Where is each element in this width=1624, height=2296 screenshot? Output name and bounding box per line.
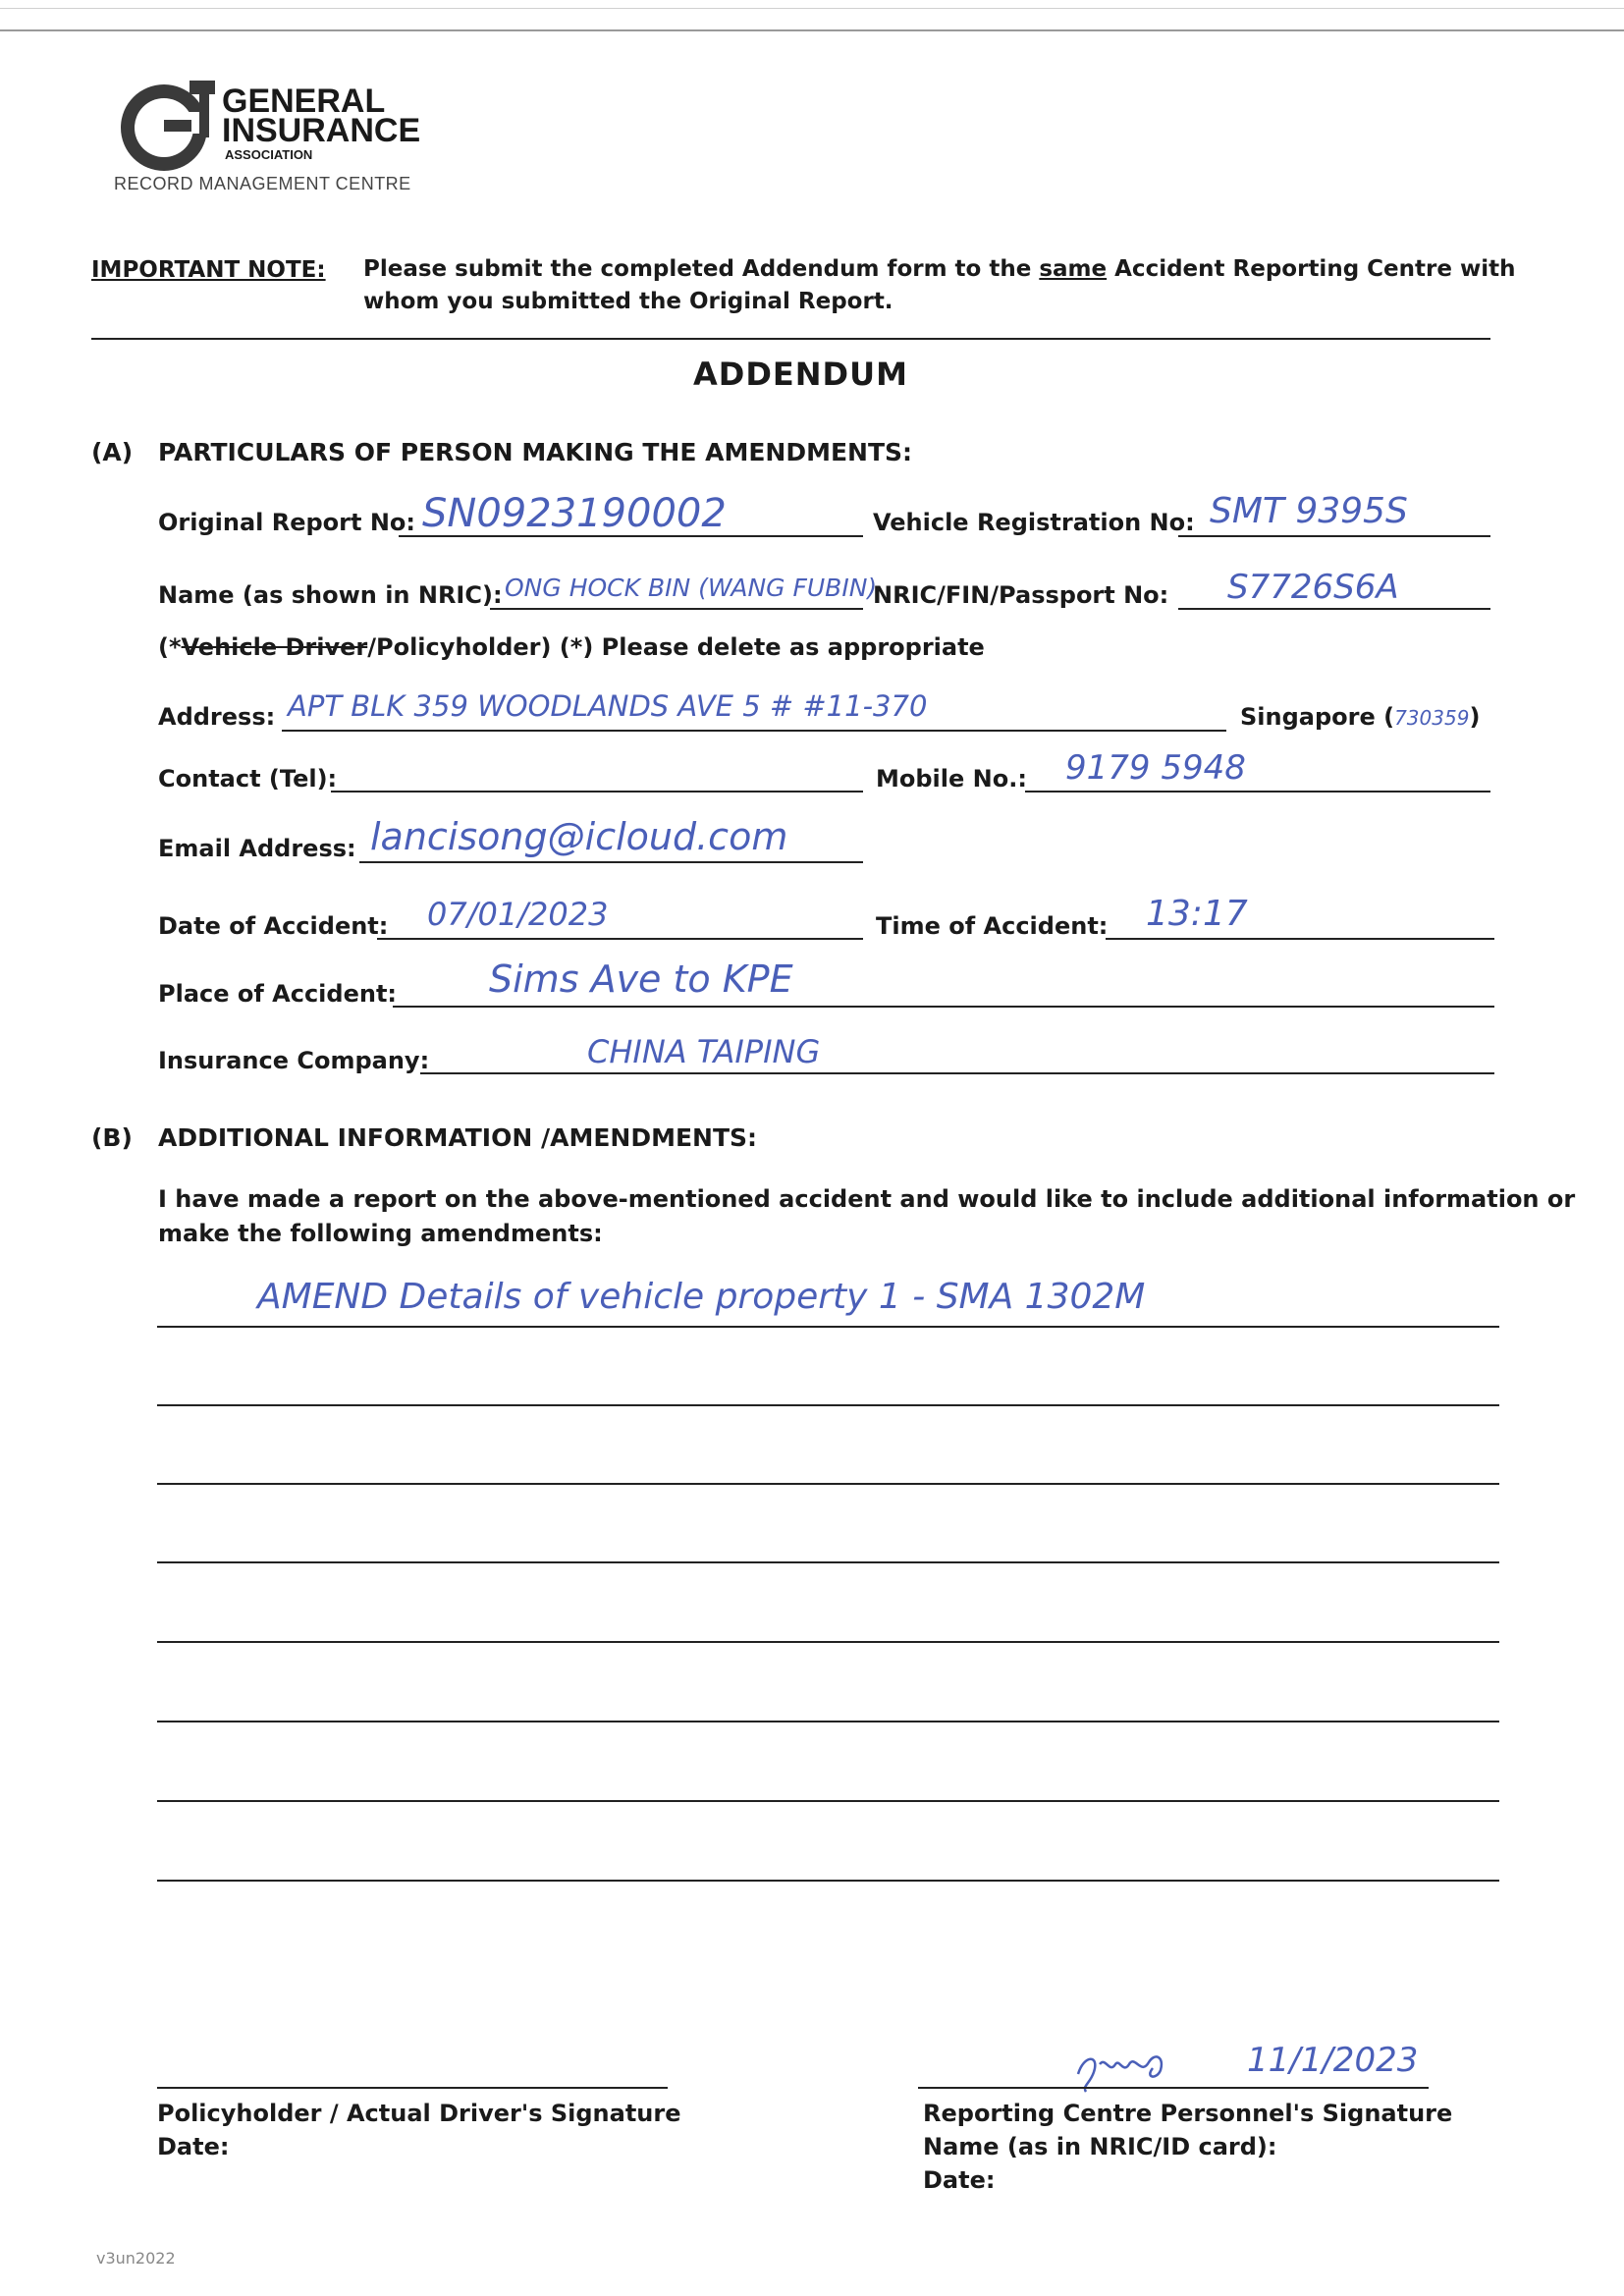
time-line[interactable] bbox=[1106, 938, 1494, 940]
mobile-value: 9179 5948 bbox=[1065, 748, 1246, 788]
role-struck: Vehicle Driver bbox=[181, 633, 368, 661]
date-line[interactable] bbox=[377, 938, 863, 940]
original-report-value: SN0923190002 bbox=[422, 491, 727, 536]
insurer-line[interactable] bbox=[420, 1072, 1494, 1074]
personnel-date-label: Date: bbox=[923, 2166, 996, 2194]
amendment-line-6[interactable] bbox=[157, 1721, 1499, 1722]
section-b-intro-line1: I have made a report on the above-mentioned accident and would like to include additional information or bbox=[158, 1185, 1576, 1213]
nric-label: NRIC/FIN/Passport No: bbox=[873, 581, 1169, 609]
vehicle-reg-label: Vehicle Registration No: bbox=[873, 509, 1195, 536]
original-report-label: Original Report No: bbox=[158, 509, 415, 536]
singapore-field bbox=[1240, 703, 1480, 731]
name-line[interactable] bbox=[490, 608, 863, 610]
singapore-label: Singapore ( bbox=[1240, 703, 1395, 731]
important-note-text-pre: Please submit the completed Addendum form to the bbox=[363, 256, 1040, 282]
address-label: Address: bbox=[158, 703, 276, 731]
logo-subtitle: RECORD MANAGEMENT CENTRE bbox=[114, 174, 411, 193]
section-b-marker: (B) bbox=[91, 1123, 133, 1152]
place-label: Place of Accident: bbox=[158, 980, 398, 1008]
mobile-label: Mobile No.: bbox=[876, 765, 1027, 793]
role-prefix: (* bbox=[158, 633, 182, 661]
personnel-signature-icon bbox=[1070, 2035, 1178, 2094]
section-b-heading: ADDITIONAL INFORMATION /AMENDMENTS: bbox=[158, 1123, 758, 1152]
amendment-value-1: AMEND Details of vehicle property 1 - SMA 1302M bbox=[257, 1277, 1146, 1317]
important-note-text-post: Accident Reporting Centre with bbox=[1107, 256, 1516, 282]
email-line[interactable] bbox=[359, 861, 863, 863]
amendment-line-5[interactable] bbox=[157, 1641, 1499, 1643]
important-note-text-same: same bbox=[1039, 256, 1108, 282]
time-label: Time of Accident: bbox=[876, 912, 1109, 940]
singapore-value: 730359 bbox=[1394, 706, 1470, 730]
nric-value: S7726S6A bbox=[1227, 568, 1399, 607]
address-line[interactable] bbox=[282, 730, 1226, 732]
place-line[interactable] bbox=[393, 1006, 1494, 1008]
name-value: ONG HOCK BIN (WANG FUBIN) bbox=[505, 574, 878, 602]
logo-text-general: GENERAL bbox=[222, 82, 386, 120]
date-label: Date of Accident: bbox=[158, 912, 389, 940]
date-value: 07/01/2023 bbox=[427, 896, 609, 933]
policyholder-signature-label: Policyholder / Actual Driver's Signature bbox=[157, 2100, 681, 2127]
email-label: Email Address: bbox=[158, 835, 356, 862]
logo-text-insurance: INSURANCE bbox=[222, 112, 421, 149]
role-suffix: /Policyholder) (*) Please delete as appropriate bbox=[367, 633, 985, 661]
gia-logo-mark-icon bbox=[113, 71, 221, 179]
important-note-text bbox=[363, 256, 1515, 282]
amendment-line-4[interactable] bbox=[157, 1561, 1499, 1563]
policyholder-signature-line[interactable] bbox=[157, 2087, 668, 2089]
insurer-value: CHINA TAIPING bbox=[587, 1033, 821, 1070]
personnel-handwritten-date: 11/1/2023 bbox=[1247, 2041, 1419, 2080]
personnel-name-label: Name (as in NRIC/ID card): bbox=[923, 2133, 1277, 2160]
section-b-intro-line2: make the following amendments: bbox=[158, 1220, 603, 1247]
vehicle-reg-value: SMT 9395S bbox=[1210, 491, 1408, 531]
place-value: Sims Ave to KPE bbox=[489, 957, 793, 1001]
section-a-marker: (A) bbox=[91, 438, 134, 466]
email-value: lancisong@icloud.com bbox=[370, 815, 788, 858]
important-note-label: IMPORTANT NOTE: bbox=[91, 257, 326, 283]
logo-text-association: ASSOCIATION bbox=[225, 147, 313, 162]
policyholder-date-label: Date: bbox=[157, 2133, 230, 2160]
amendment-line-7[interactable] bbox=[157, 1800, 1499, 1802]
scan-edge-line bbox=[0, 8, 1624, 9]
amendment-line-3[interactable] bbox=[157, 1483, 1499, 1485]
divider bbox=[91, 338, 1490, 340]
mobile-line[interactable] bbox=[1025, 791, 1490, 793]
amendment-line-2[interactable] bbox=[157, 1404, 1499, 1406]
amendment-line-1[interactable] bbox=[157, 1326, 1499, 1328]
contact-label: Contact (Tel): bbox=[158, 765, 338, 793]
personnel-signature-line[interactable] bbox=[918, 2087, 1429, 2089]
nric-line[interactable] bbox=[1178, 608, 1490, 610]
vehicle-reg-line[interactable] bbox=[1178, 535, 1490, 537]
contact-line[interactable] bbox=[331, 791, 863, 793]
role-line bbox=[158, 633, 985, 661]
time-value: 13:17 bbox=[1146, 894, 1248, 934]
page-title: ADDENDUM bbox=[693, 355, 908, 393]
scan-edge-line bbox=[0, 29, 1624, 31]
address-value: APT BLK 359 WOODLANDS AVE 5 # #11-370 bbox=[288, 689, 928, 723]
important-note-text-line2: whom you submitted the Original Report. bbox=[363, 289, 893, 314]
amendment-line-8[interactable] bbox=[157, 1880, 1499, 1882]
section-a-heading: PARTICULARS OF PERSON MAKING THE AMENDMENTS: bbox=[158, 438, 913, 466]
name-label: Name (as shown in NRIC): bbox=[158, 581, 503, 609]
version-footer: v3un2022 bbox=[96, 2249, 176, 2268]
personnel-signature-label: Reporting Centre Personnel's Signature bbox=[923, 2100, 1453, 2127]
singapore-close: ) bbox=[1469, 703, 1481, 731]
insurer-label: Insurance Company: bbox=[158, 1047, 430, 1074]
